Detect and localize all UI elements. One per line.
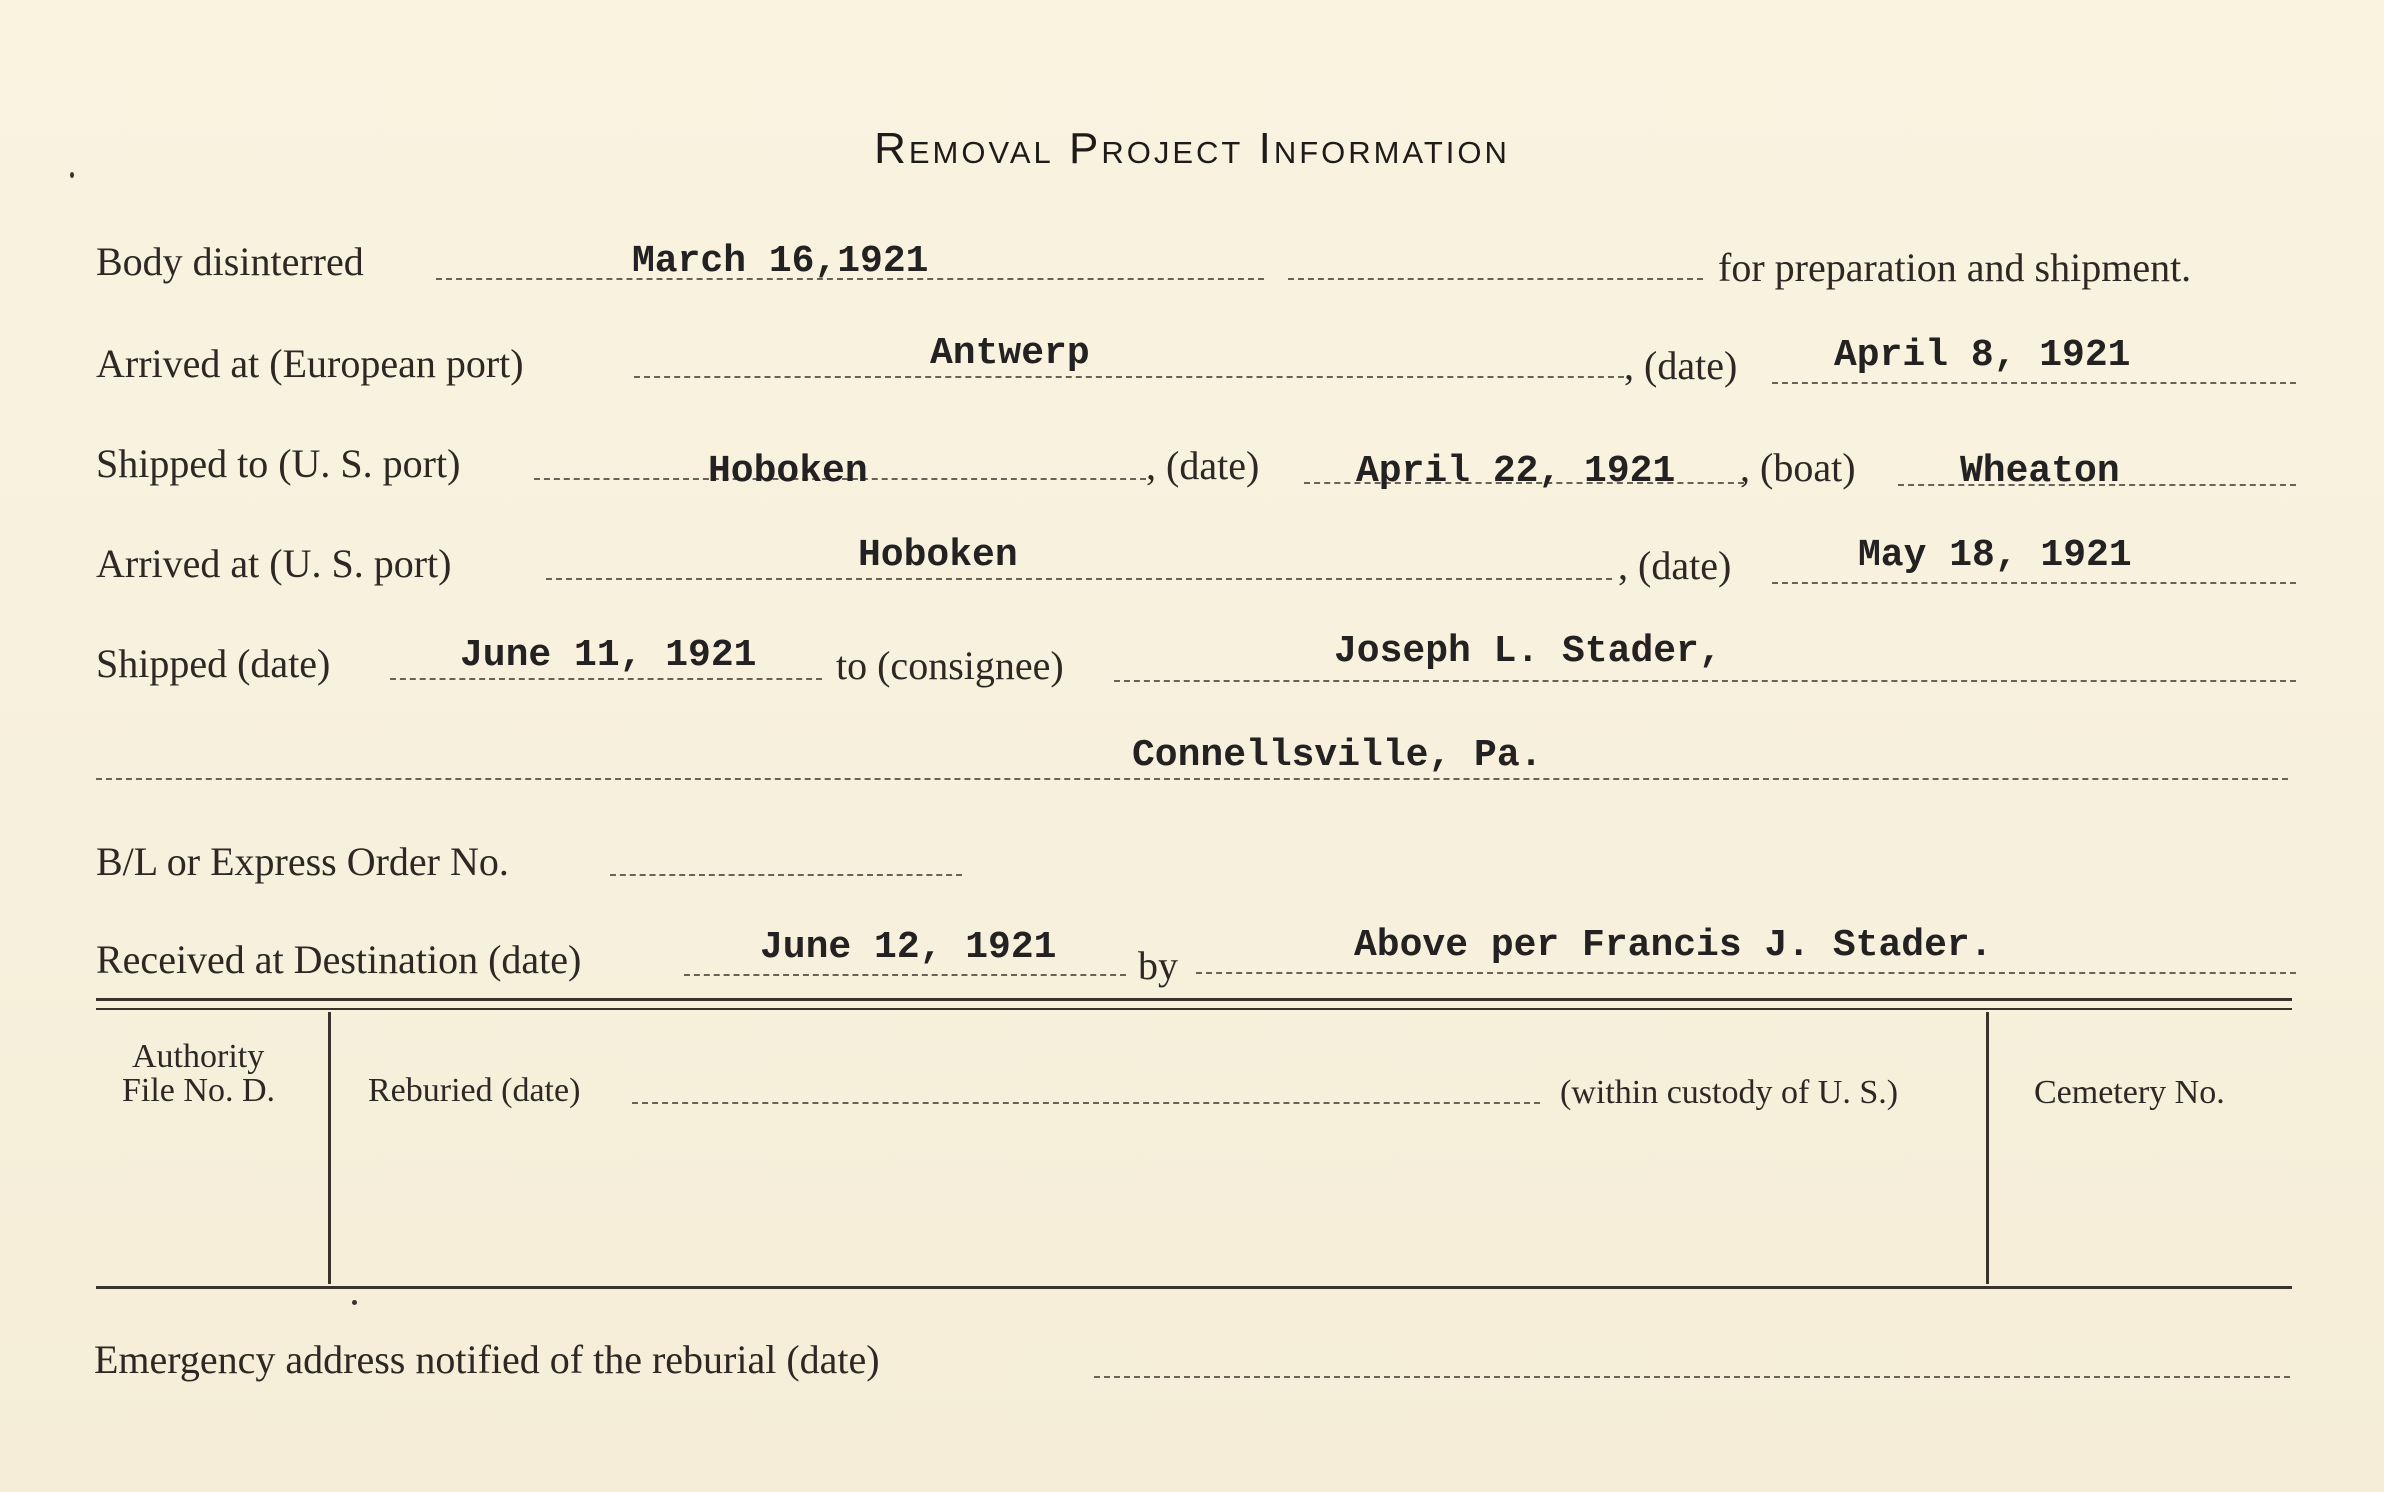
received-by-value: Above per Francis J. Stader. <box>1354 924 1993 967</box>
shipped-date-label: Shipped (date) <box>96 641 331 686</box>
received-by-label: by <box>1138 943 1178 988</box>
reburied-label: Reburied (date) <box>368 1072 581 1109</box>
cemetery-label: Cemetery No. <box>2034 1074 2225 1111</box>
arrived-european-port-label: Arrived at (European port) <box>96 341 524 386</box>
bl-order-line <box>610 874 962 876</box>
shipped-us-port-label: Shipped to (U. S. port) <box>96 441 461 486</box>
boat-value: Wheaton <box>1960 450 2120 493</box>
arrived-european-date-line <box>1772 382 2296 384</box>
page-title: Removal Project Information <box>874 124 1510 173</box>
arrived-us-date-value: May 18, 1921 <box>1858 534 2132 577</box>
ink-speck-top <box>70 172 74 178</box>
shipped-us-date-label: , (date) <box>1146 443 1260 488</box>
body-disinterred-value: March 16,1921 <box>632 240 929 283</box>
received-by-line <box>1196 972 2296 974</box>
arrived-us-date-label: , (date) <box>1618 543 1732 588</box>
box-bottom-rule <box>96 1286 2292 1289</box>
arrived-european-date-label: , (date) <box>1624 343 1738 388</box>
bl-order-label: B/L or Express Order No. <box>96 839 509 884</box>
ink-speck <box>352 1300 357 1305</box>
file-no-label: File No. D. <box>122 1072 275 1109</box>
emergency-label: Emergency address notified of the reburial (date) <box>94 1337 880 1382</box>
arrived-us-port-value: Hoboken <box>858 534 1018 577</box>
arrived-us-port-label: Arrived at (U. S. port) <box>96 541 452 586</box>
consignee-line <box>1114 680 2296 682</box>
reburied-line <box>632 1102 1540 1104</box>
arrived-european-port-value: Antwerp <box>930 332 1090 375</box>
box-divider-left <box>328 1012 331 1284</box>
arrived-us-port-line <box>546 578 1612 580</box>
arrived-european-date-value: April 8, 1921 <box>1834 334 2131 377</box>
consignee-address-value: Connellsville, Pa. <box>1132 734 1543 777</box>
received-destination-label: Received at Destination (date) <box>96 937 582 982</box>
shipped-date-line <box>390 678 822 680</box>
body-disinterred-line-2 <box>1288 278 1703 280</box>
consignee-address-line <box>96 778 2288 780</box>
consignee-label: to (consignee) <box>836 643 1064 688</box>
body-disinterred-label: Body disinterred <box>96 239 364 284</box>
arrived-european-port-line <box>634 376 1624 378</box>
emergency-line <box>1094 1376 2290 1378</box>
shipped-us-date-value: April 22, 1921 <box>1356 450 1676 493</box>
consignee-value: Joseph L. Stader, <box>1334 630 1722 673</box>
arrived-us-date-line <box>1772 582 2296 584</box>
received-destination-line <box>684 974 1126 976</box>
shipped-us-port-value: Hoboken <box>708 450 868 493</box>
custody-label: (within custody of U. S.) <box>1560 1074 1899 1111</box>
boat-label: , (boat) <box>1740 445 1856 490</box>
divider-rule-top <box>96 998 2292 1001</box>
received-destination-value: June 12, 1921 <box>760 926 1057 969</box>
preparation-shipment-label: for preparation and shipment. <box>1718 245 2192 290</box>
authority-label: Authority <box>132 1038 265 1075</box>
divider-rule-bottom <box>96 1008 2292 1010</box>
box-divider-right <box>1986 1012 1989 1284</box>
shipped-date-value: June 11, 1921 <box>460 634 757 677</box>
